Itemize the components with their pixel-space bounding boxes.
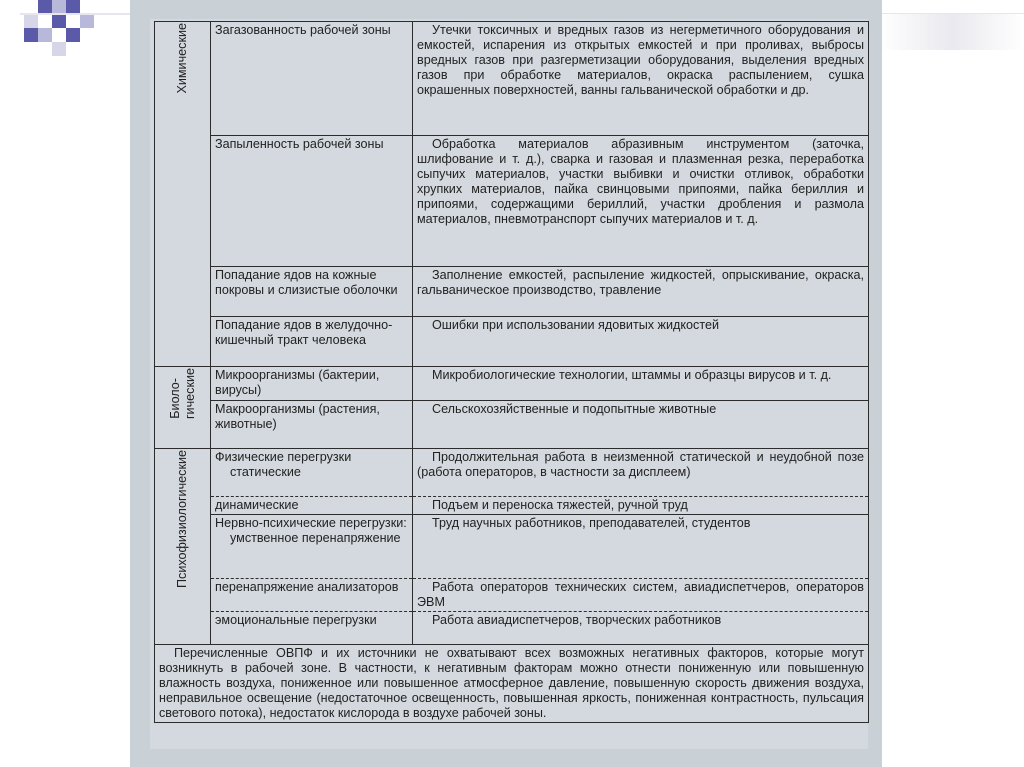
group-psychophysiological [155, 449, 211, 645]
factor-cell: Макроорганизмы (растения, животные) [211, 401, 413, 449]
source-cell: Подъем и переноска тяжестей, ручной труд [413, 497, 869, 515]
table-row [155, 612, 869, 645]
source-cell: Труд научных работников, преподавателей, студентов [413, 515, 869, 579]
group-label-line-2: гические [182, 368, 197, 420]
factor-cell: динамические [211, 497, 413, 515]
source-cell: Ошибки при использовании ядовитых жидкостей [413, 317, 869, 367]
decorative-squares [0, 0, 140, 60]
table-row [155, 401, 869, 449]
factor-title: Нервно-психические перегрузки: [215, 516, 407, 530]
group-biological [155, 367, 211, 449]
factor-cell: Попадание ядов на кожные покровы и слизистые оболочки [211, 267, 413, 317]
table-row [155, 136, 869, 267]
table-row [155, 267, 869, 317]
table-row [155, 515, 869, 579]
factor-cell: эмоциональные перегрузки [211, 612, 413, 645]
factor-subtype: статические [230, 465, 301, 479]
group-chemical [155, 22, 211, 367]
factor-cell: Микроорганизмы (бактерии, вирусы) [211, 367, 413, 401]
group-label: Психофизиологические [175, 450, 189, 589]
factor-cell [211, 449, 413, 497]
group-label: Химические [175, 23, 189, 94]
source-cell: Сельскохозяйственные и подопытные животные [413, 401, 869, 449]
table-row [155, 22, 869, 136]
source-cell: Работа авиадиспетчеров, творческих работников [413, 612, 869, 645]
source-cell: Заполнение емкостей, распыление жидкостей, опрыскивание, окраска, гальваническое производство, травление [413, 267, 869, 317]
factor-cell: Попадание ядов в желудочно-кишечный тракт человека [211, 317, 413, 367]
source-cell: Утечки токсичных и вредных газов из негерметичного оборудования и емкостей, испарения из открытых емкостей и при проливах, выбросы вредных газов при разгерметизации оборудования, выделения вредных газов при обработке материалов, окраска распылением, сушка окрашенных поверхностей, ванны гальванической обработки и др. [413, 22, 869, 136]
factor-cell: Запыленность рабочей зоны [211, 136, 413, 267]
decorative-fade-bar [880, 14, 1024, 50]
factor-title: Физические перегрузки [215, 450, 352, 464]
group-label-line-1: Биоло- [167, 378, 182, 420]
source-cell: Обработка материалов абразивным инструментом (заточка, шлифование и т. д.), сварка и газовая и плазменная резка, переработка сыпучих материалов, участки выбивки и очистки отливок, обработки хрупких материалов, пайка свинцовыми припоями, пайка бериллия и припоями, содержащими бериллий, участки дробления и размола материалов, пневмотранспорт сыпучих материалов и т. д. [413, 136, 869, 267]
source-cell: Микробиологические технологии, штаммы и образцы вирусов и т. д. [413, 367, 869, 401]
table-row [155, 579, 869, 612]
source-cell: Работа операторов технических систем, авиадиспетчеров, операторов ЭВМ [413, 579, 869, 612]
factor-cell: перенапряжение анализаторов [211, 579, 413, 612]
table-row [155, 497, 869, 515]
note-cell: Перечисленные ОВПФ и их источники не охватывают всех возможных негативных факторов, которые могут возникнуть в рабочей зоне. В частности, к негативным факторам можно отнести пониженную или повышенную влажность воздуха, пониженное или повышенное атмосферное давление, повышенную скорость движения воздуха, неправильное освещение (недостаточное освещенность, повышенная яркость, пониженная контрастность, пульсация светового потока), недостаток кислорода в воздухе рабочей зоны. [155, 645, 869, 723]
source-cell: Продолжительная работа в неизменной статической и неудобной позе (работа операторов, в частности за дисплеем) [413, 449, 869, 497]
table-row [155, 449, 869, 497]
table-row [155, 645, 869, 723]
table-row [155, 317, 869, 367]
table-row [155, 367, 869, 401]
factor-cell: Загазованность рабочей зоны [211, 22, 413, 136]
factor-subtype: умственное перенапряжение [230, 531, 401, 545]
factor-cell [211, 515, 413, 579]
hazard-factors-table [154, 21, 869, 723]
